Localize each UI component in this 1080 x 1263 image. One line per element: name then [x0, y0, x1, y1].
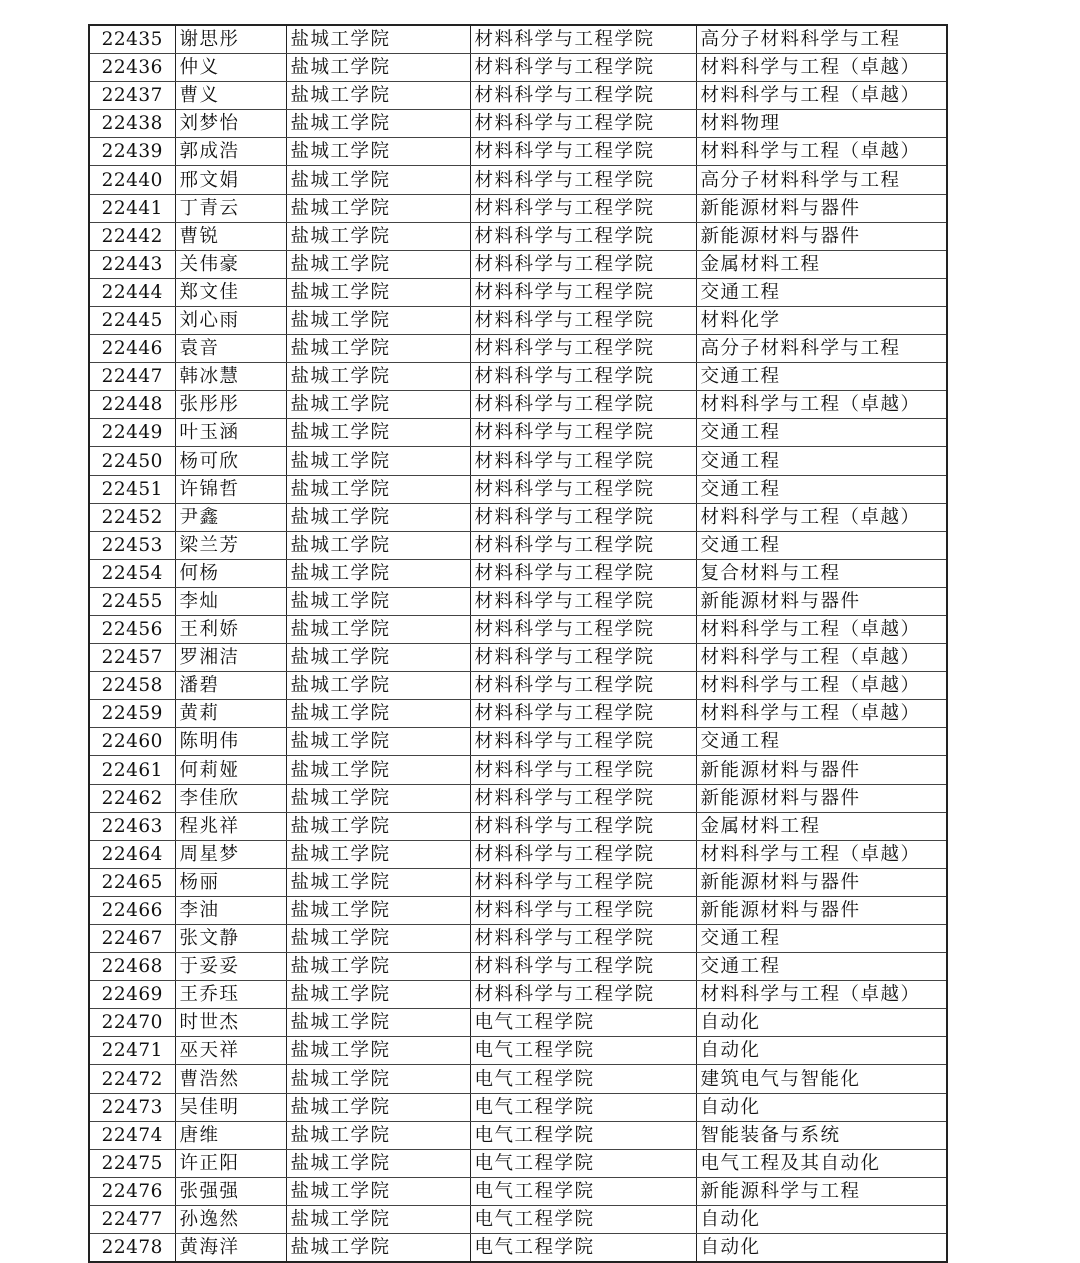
major-cell: 复合材料与工程	[696, 559, 947, 587]
roster-body	[89, 25, 947, 1262]
name-cell: 尹鑫	[175, 503, 286, 531]
id-cell: 22468	[89, 953, 175, 981]
school-cell: 盐城工学院	[286, 700, 470, 728]
table-row	[89, 812, 947, 840]
major-cell: 材料科学与工程（卓越）	[696, 840, 947, 868]
major-cell: 交通工程	[696, 531, 947, 559]
college-cell: 电气工程学院	[470, 1149, 696, 1177]
name-cell: 袁音	[175, 335, 286, 363]
name-cell: 刘心雨	[175, 306, 286, 334]
id-cell: 22448	[89, 391, 175, 419]
school-cell: 盐城工学院	[286, 868, 470, 896]
school-cell: 盐城工学院	[286, 391, 470, 419]
id-cell: 22451	[89, 475, 175, 503]
college-cell: 材料科学与工程学院	[470, 82, 696, 110]
table-row	[89, 1093, 947, 1121]
college-cell: 材料科学与工程学院	[470, 756, 696, 784]
major-cell: 高分子材料科学与工程	[696, 25, 947, 54]
major-cell: 材料科学与工程（卓越）	[696, 138, 947, 166]
major-cell: 材料科学与工程（卓越）	[696, 82, 947, 110]
college-cell: 材料科学与工程学院	[470, 25, 696, 54]
school-cell: 盐城工学院	[286, 1149, 470, 1177]
table-row	[89, 615, 947, 643]
name-cell: 何莉娅	[175, 756, 286, 784]
major-cell: 交通工程	[696, 419, 947, 447]
name-cell: 周星梦	[175, 840, 286, 868]
major-cell: 金属材料工程	[696, 250, 947, 278]
major-cell: 新能源材料与器件	[696, 222, 947, 250]
school-cell: 盐城工学院	[286, 1177, 470, 1205]
college-cell: 材料科学与工程学院	[470, 222, 696, 250]
college-cell: 材料科学与工程学院	[470, 896, 696, 924]
major-cell: 材料科学与工程（卓越）	[696, 615, 947, 643]
college-cell: 材料科学与工程学院	[470, 194, 696, 222]
name-cell: 程兆祥	[175, 812, 286, 840]
major-cell: 交通工程	[696, 363, 947, 391]
name-cell: 罗湘洁	[175, 644, 286, 672]
school-cell: 盐城工学院	[286, 840, 470, 868]
name-cell: 许锦哲	[175, 475, 286, 503]
id-cell: 22435	[89, 25, 175, 54]
major-cell: 材料科学与工程（卓越）	[696, 391, 947, 419]
college-cell: 材料科学与工程学院	[470, 728, 696, 756]
name-cell: 王乔珏	[175, 981, 286, 1009]
table-row	[89, 559, 947, 587]
school-cell: 盐城工学院	[286, 728, 470, 756]
id-cell: 22464	[89, 840, 175, 868]
college-cell: 材料科学与工程学院	[470, 953, 696, 981]
school-cell: 盐城工学院	[286, 531, 470, 559]
name-cell: 何杨	[175, 559, 286, 587]
id-cell: 22437	[89, 82, 175, 110]
college-cell: 材料科学与工程学院	[470, 503, 696, 531]
id-cell: 22473	[89, 1093, 175, 1121]
school-cell: 盐城工学院	[286, 1037, 470, 1065]
school-cell: 盐城工学院	[286, 194, 470, 222]
name-cell: 于妥妥	[175, 953, 286, 981]
id-cell: 22471	[89, 1037, 175, 1065]
table-row	[89, 447, 947, 475]
table-row	[89, 110, 947, 138]
major-cell: 新能源科学与工程	[696, 1177, 947, 1205]
college-cell: 材料科学与工程学院	[470, 447, 696, 475]
school-cell: 盐城工学院	[286, 166, 470, 194]
id-cell: 22465	[89, 868, 175, 896]
id-cell: 22470	[89, 1009, 175, 1037]
id-cell: 22466	[89, 896, 175, 924]
table-row	[89, 700, 947, 728]
table-row	[89, 728, 947, 756]
major-cell: 材料科学与工程（卓越）	[696, 503, 947, 531]
id-cell: 22445	[89, 306, 175, 334]
id-cell: 22456	[89, 615, 175, 643]
school-cell: 盐城工学院	[286, 1093, 470, 1121]
name-cell: 唐维	[175, 1121, 286, 1149]
college-cell: 材料科学与工程学院	[470, 981, 696, 1009]
name-cell: 邢文娟	[175, 166, 286, 194]
table-row	[89, 1009, 947, 1037]
major-cell: 交通工程	[696, 728, 947, 756]
name-cell: 陈明伟	[175, 728, 286, 756]
major-cell: 自动化	[696, 1009, 947, 1037]
major-cell: 交通工程	[696, 447, 947, 475]
table-row	[89, 1149, 947, 1177]
id-cell: 22439	[89, 138, 175, 166]
college-cell: 材料科学与工程学院	[470, 868, 696, 896]
id-cell: 22474	[89, 1121, 175, 1149]
name-cell: 韩冰慧	[175, 363, 286, 391]
major-cell: 材料科学与工程（卓越）	[696, 644, 947, 672]
college-cell: 电气工程学院	[470, 1234, 696, 1263]
major-cell: 自动化	[696, 1234, 947, 1263]
table-row	[89, 981, 947, 1009]
college-cell: 材料科学与工程学院	[470, 812, 696, 840]
table-row	[89, 54, 947, 82]
name-cell: 张彤彤	[175, 391, 286, 419]
school-cell: 盐城工学院	[286, 925, 470, 953]
id-cell: 22454	[89, 559, 175, 587]
school-cell: 盐城工学院	[286, 615, 470, 643]
table-row	[89, 335, 947, 363]
id-cell: 22440	[89, 166, 175, 194]
name-cell: 仲义	[175, 54, 286, 82]
name-cell: 曹锐	[175, 222, 286, 250]
table-row	[89, 868, 947, 896]
major-cell: 高分子材料科学与工程	[696, 166, 947, 194]
id-cell: 22443	[89, 250, 175, 278]
major-cell: 新能源材料与器件	[696, 587, 947, 615]
school-cell: 盐城工学院	[286, 896, 470, 924]
id-cell: 22472	[89, 1065, 175, 1093]
college-cell: 材料科学与工程学院	[470, 587, 696, 615]
name-cell: 郭成浩	[175, 138, 286, 166]
major-cell: 交通工程	[696, 953, 947, 981]
name-cell: 刘梦怡	[175, 110, 286, 138]
id-cell: 22457	[89, 644, 175, 672]
school-cell: 盐城工学院	[286, 1009, 470, 1037]
name-cell: 王利娇	[175, 615, 286, 643]
name-cell: 李佳欣	[175, 784, 286, 812]
college-cell: 材料科学与工程学院	[470, 672, 696, 700]
id-cell: 22444	[89, 278, 175, 306]
major-cell: 自动化	[696, 1093, 947, 1121]
school-cell: 盐城工学院	[286, 25, 470, 54]
table-row	[89, 1121, 947, 1149]
college-cell: 材料科学与工程学院	[470, 110, 696, 138]
name-cell: 黄海洋	[175, 1234, 286, 1263]
school-cell: 盐城工学院	[286, 587, 470, 615]
name-cell: 孙逸然	[175, 1205, 286, 1233]
id-cell: 22455	[89, 587, 175, 615]
name-cell: 吴佳明	[175, 1093, 286, 1121]
table-row	[89, 1234, 947, 1263]
table-row	[89, 784, 947, 812]
table-row	[89, 419, 947, 447]
table-row	[89, 672, 947, 700]
college-cell: 材料科学与工程学院	[470, 306, 696, 334]
id-cell: 22447	[89, 363, 175, 391]
college-cell: 电气工程学院	[470, 1065, 696, 1093]
college-cell: 电气工程学院	[470, 1009, 696, 1037]
college-cell: 材料科学与工程学院	[470, 335, 696, 363]
table-row	[89, 925, 947, 953]
major-cell: 新能源材料与器件	[696, 756, 947, 784]
major-cell: 交通工程	[696, 475, 947, 503]
name-cell: 丁青云	[175, 194, 286, 222]
table-row	[89, 953, 947, 981]
school-cell: 盐城工学院	[286, 784, 470, 812]
table-row	[89, 138, 947, 166]
major-cell: 材料科学与工程（卓越）	[696, 672, 947, 700]
major-cell: 电气工程及其自动化	[696, 1149, 947, 1177]
id-cell: 22477	[89, 1205, 175, 1233]
id-cell: 22469	[89, 981, 175, 1009]
table-row	[89, 840, 947, 868]
table-row	[89, 587, 947, 615]
school-cell: 盐城工学院	[286, 335, 470, 363]
major-cell: 新能源材料与器件	[696, 784, 947, 812]
name-cell: 关伟豪	[175, 250, 286, 278]
major-cell: 自动化	[696, 1037, 947, 1065]
school-cell: 盐城工学院	[286, 756, 470, 784]
name-cell: 潘碧	[175, 672, 286, 700]
school-cell: 盐城工学院	[286, 363, 470, 391]
name-cell: 曹浩然	[175, 1065, 286, 1093]
id-cell: 22450	[89, 447, 175, 475]
id-cell: 22446	[89, 335, 175, 363]
major-cell: 新能源材料与器件	[696, 896, 947, 924]
school-cell: 盐城工学院	[286, 981, 470, 1009]
college-cell: 材料科学与工程学院	[470, 559, 696, 587]
major-cell: 交通工程	[696, 925, 947, 953]
major-cell: 材料科学与工程（卓越）	[696, 981, 947, 1009]
name-cell: 叶玉涵	[175, 419, 286, 447]
name-cell: 巫天祥	[175, 1037, 286, 1065]
college-cell: 材料科学与工程学院	[470, 54, 696, 82]
name-cell: 郑文佳	[175, 278, 286, 306]
school-cell: 盐城工学院	[286, 278, 470, 306]
school-cell: 盐城工学院	[286, 138, 470, 166]
table-row	[89, 194, 947, 222]
name-cell: 杨可欣	[175, 447, 286, 475]
id-cell: 22475	[89, 1149, 175, 1177]
major-cell: 材料物理	[696, 110, 947, 138]
school-cell: 盐城工学院	[286, 306, 470, 334]
major-cell: 交通工程	[696, 278, 947, 306]
table-row	[89, 222, 947, 250]
table-row	[89, 166, 947, 194]
name-cell: 杨丽	[175, 868, 286, 896]
college-cell: 材料科学与工程学院	[470, 615, 696, 643]
college-cell: 电气工程学院	[470, 1205, 696, 1233]
college-cell: 材料科学与工程学院	[470, 644, 696, 672]
table-row	[89, 25, 947, 54]
school-cell: 盐城工学院	[286, 559, 470, 587]
major-cell: 金属材料工程	[696, 812, 947, 840]
major-cell: 材料化学	[696, 306, 947, 334]
id-cell: 22458	[89, 672, 175, 700]
school-cell: 盐城工学院	[286, 475, 470, 503]
college-cell: 材料科学与工程学院	[470, 531, 696, 559]
id-cell: 22461	[89, 756, 175, 784]
college-cell: 材料科学与工程学院	[470, 166, 696, 194]
major-cell: 智能装备与系统	[696, 1121, 947, 1149]
roster-table	[88, 24, 948, 1263]
table-row	[89, 644, 947, 672]
id-cell: 22436	[89, 54, 175, 82]
table-row	[89, 756, 947, 784]
table-row	[89, 1065, 947, 1093]
id-cell: 22449	[89, 419, 175, 447]
id-cell: 22467	[89, 925, 175, 953]
college-cell: 电气工程学院	[470, 1037, 696, 1065]
name-cell: 李油	[175, 896, 286, 924]
college-cell: 电气工程学院	[470, 1177, 696, 1205]
id-cell: 22453	[89, 531, 175, 559]
id-cell: 22441	[89, 194, 175, 222]
table-row	[89, 82, 947, 110]
college-cell: 材料科学与工程学院	[470, 363, 696, 391]
table-row	[89, 250, 947, 278]
major-cell: 新能源材料与器件	[696, 868, 947, 896]
table-row	[89, 1177, 947, 1205]
table-row	[89, 503, 947, 531]
id-cell: 22452	[89, 503, 175, 531]
table-row	[89, 475, 947, 503]
college-cell: 材料科学与工程学院	[470, 784, 696, 812]
id-cell: 22478	[89, 1234, 175, 1263]
table-row	[89, 1205, 947, 1233]
table-row	[89, 1037, 947, 1065]
table-row	[89, 278, 947, 306]
school-cell: 盐城工学院	[286, 419, 470, 447]
name-cell: 李灿	[175, 587, 286, 615]
name-cell: 谢思彤	[175, 25, 286, 54]
college-cell: 材料科学与工程学院	[470, 278, 696, 306]
name-cell: 时世杰	[175, 1009, 286, 1037]
college-cell: 材料科学与工程学院	[470, 925, 696, 953]
school-cell: 盐城工学院	[286, 644, 470, 672]
major-cell: 建筑电气与智能化	[696, 1065, 947, 1093]
college-cell: 材料科学与工程学院	[470, 391, 696, 419]
college-cell: 电气工程学院	[470, 1093, 696, 1121]
school-cell: 盐城工学院	[286, 447, 470, 475]
name-cell: 张文静	[175, 925, 286, 953]
id-cell: 22476	[89, 1177, 175, 1205]
id-cell: 22462	[89, 784, 175, 812]
college-cell: 材料科学与工程学院	[470, 250, 696, 278]
major-cell: 材料科学与工程（卓越）	[696, 700, 947, 728]
school-cell: 盐城工学院	[286, 503, 470, 531]
name-cell: 张强强	[175, 1177, 286, 1205]
school-cell: 盐城工学院	[286, 54, 470, 82]
college-cell: 电气工程学院	[470, 1121, 696, 1149]
id-cell: 22442	[89, 222, 175, 250]
major-cell: 材料科学与工程（卓越）	[696, 54, 947, 82]
school-cell: 盐城工学院	[286, 1121, 470, 1149]
major-cell: 高分子材料科学与工程	[696, 335, 947, 363]
name-cell: 梁兰芳	[175, 531, 286, 559]
name-cell: 黄莉	[175, 700, 286, 728]
school-cell: 盐城工学院	[286, 222, 470, 250]
table-row	[89, 896, 947, 924]
school-cell: 盐城工学院	[286, 672, 470, 700]
table-row	[89, 306, 947, 334]
name-cell: 曹义	[175, 82, 286, 110]
id-cell: 22459	[89, 700, 175, 728]
school-cell: 盐城工学院	[286, 1065, 470, 1093]
school-cell: 盐城工学院	[286, 250, 470, 278]
school-cell: 盐城工学院	[286, 953, 470, 981]
school-cell: 盐城工学院	[286, 110, 470, 138]
school-cell: 盐城工学院	[286, 1234, 470, 1263]
name-cell: 许正阳	[175, 1149, 286, 1177]
major-cell: 新能源材料与器件	[696, 194, 947, 222]
college-cell: 材料科学与工程学院	[470, 419, 696, 447]
school-cell: 盐城工学院	[286, 1205, 470, 1233]
id-cell: 22438	[89, 110, 175, 138]
school-cell: 盐城工学院	[286, 812, 470, 840]
table-row	[89, 363, 947, 391]
school-cell: 盐城工学院	[286, 82, 470, 110]
college-cell: 材料科学与工程学院	[470, 700, 696, 728]
major-cell: 自动化	[696, 1205, 947, 1233]
college-cell: 材料科学与工程学院	[470, 138, 696, 166]
college-cell: 材料科学与工程学院	[470, 475, 696, 503]
college-cell: 材料科学与工程学院	[470, 840, 696, 868]
table-row	[89, 531, 947, 559]
id-cell: 22463	[89, 812, 175, 840]
table-row	[89, 391, 947, 419]
id-cell: 22460	[89, 728, 175, 756]
